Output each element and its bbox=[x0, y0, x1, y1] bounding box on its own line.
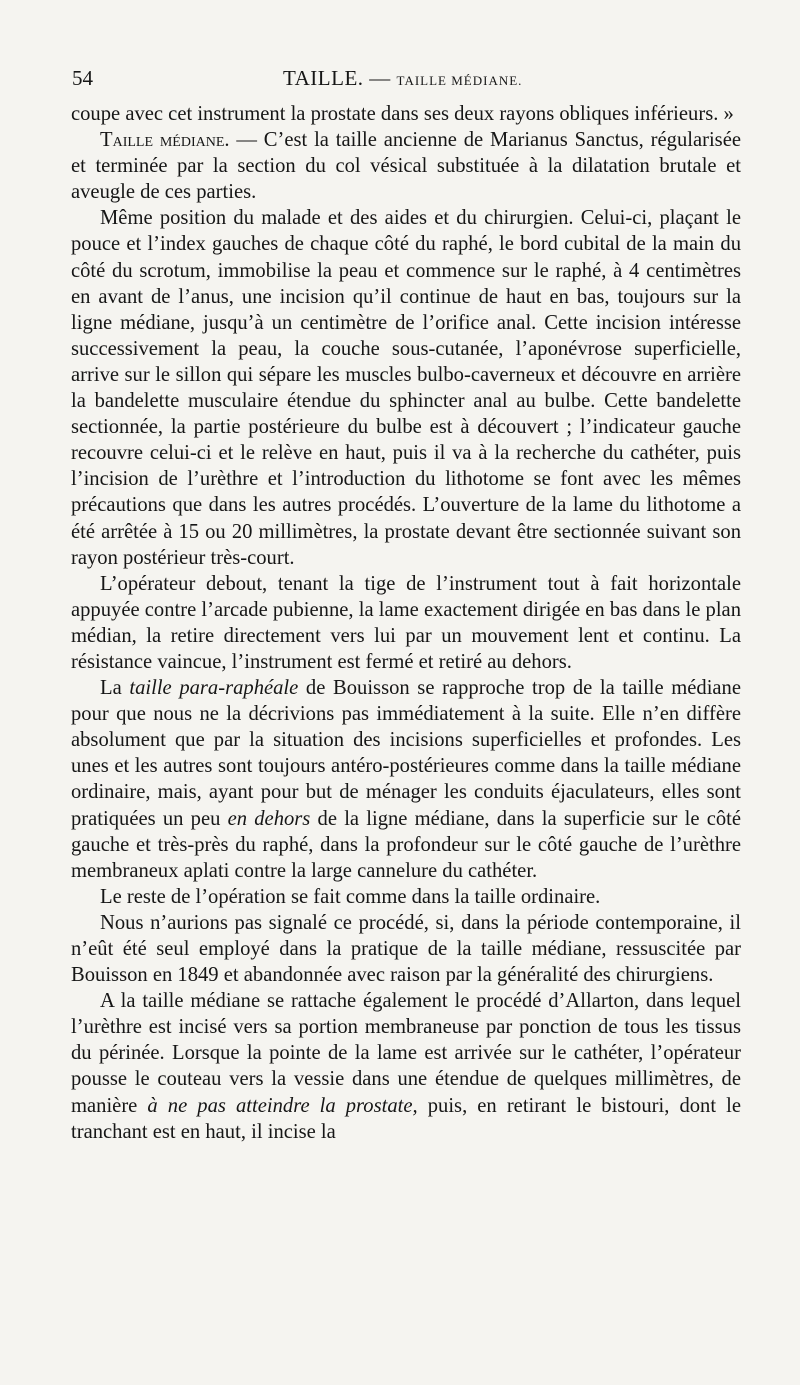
section-heading: Taille médiane. bbox=[100, 129, 230, 152]
paragraph-text: — C’est la taille ancienne de Marianus Sanctus, régularisée et terminée par la section du col vésical substituée à la dilatation brutale et aveugle de ces parties. bbox=[71, 129, 741, 204]
emphasis: à ne pas atteindre la prostate, bbox=[147, 1094, 418, 1117]
running-head-main: TAILLE. — bbox=[283, 66, 391, 90]
page-number: 54 bbox=[72, 66, 93, 90]
running-head-sub: TAILLE MÉDIANE. bbox=[396, 73, 523, 88]
page-header bbox=[70, 66, 740, 96]
emphasis: en dehors bbox=[227, 807, 311, 830]
paragraph-text: La bbox=[100, 677, 130, 700]
paragraph-bouisson: Nous n’aurions pas signalé ce procédé, si, dans la période contemporaine, il n’eût été seul employé dans la pratique de la taille médiane, ressuscitée par Bouisson en 1849 et abandonnée avec raison par la généralité des chirurgiens. bbox=[71, 911, 741, 987]
paragraph-text: A la taille médiane se rattache également le procédé d’Allarton, dans lequel l’urèthre est incisé vers sa portion membraneuse par ponction de tous les tissus du périnée. Lorsque la pointe de la lame est arrivée sur le cathéter, l’opérateur pousse le couteau vers la vessie dans une étendue de quelques millimètres, de manière bbox=[71, 990, 741, 1117]
paragraph-reste: Le reste de l’opération se fait comme dans la taille ordinaire. bbox=[100, 885, 601, 908]
paragraph-operator: L’opérateur debout, tenant la tige de l’instrument tout à fait horizontale appuyée contre l’arcade pubienne, la lame exactement dirigée en bas dans le plan médian, la retire directement vers lui par un mouvement lent et continu. La résistance vaincue, l’instrument est fermé et retiré au dehors. bbox=[71, 572, 741, 673]
paragraph-text: puis, en retirant le bistouri, dont le tranchant est en haut, il incise la bbox=[71, 1094, 742, 1143]
paragraph-text: de la ligne médiane, dans la superficie sur le côté gauche et très-près du raphé, dans la profondeur sur le côté gauche de l’urèthre membraneux aplati contre la large cannelure du cathéter. bbox=[71, 807, 741, 882]
emphasis: taille para-raphéale bbox=[129, 677, 299, 700]
paragraph-procedure: Même position du malade et des aides et du chirurgien. Celui-ci, plaçant le pouce et l’index gauches de chaque côté du raphé, le bord cubital de la main du côté du scrotum, immobilise la peau et commence sur le raphé, à 4 centimètres en avant de l’anus, une incision qu’il continue de haut en bas, toujours sur la ligne médiane, jusqu’à un centimètre de l’orifice anal. Cette incision intéresse successivement la peau, la couche sous-cutanée, l’aponévrose superficielle, arrive sur le sillon qui sépare les muscles bulbo-caverneux et découvre en arrière la bandelette musculaire étendue du sphincter anal au bulbe. Cette bandelette sectionnée, la partie postérieure du bulbe est à découvert ; l’indicateur gauche recouvre celui-ci et le relève en haut, puis il va à la recherche du cathéter, puis l’incision de l’urèthre et l’introduction du lithotome se font avec les mêmes précautions que dans les autres procédés. L’ouverture de la lame du lithotome a été arrêtée à 15 ou 20 millimètres, la prostate devant être sectionnée suivant son rayon postérieur très-court. bbox=[71, 207, 741, 569]
paragraph-text: de Bouisson se rapproche trop de la taille médiane pour que nous ne la décrivions pas immédiatement à la suite. Elle n’en diffère absolument que par la situation des incisions superficielles et profondes. Les unes et les autres sont toujours antéro-postérieures comme dans la taille médiane ordinaire, mais, ayant pour but de ménager les conduits éjaculateurs, elles sont pratiquées un peu bbox=[71, 677, 741, 830]
paragraph-allarton bbox=[71, 988, 741, 1145]
running-head bbox=[283, 66, 522, 91]
body-text bbox=[71, 101, 741, 1145]
paragraph-taille-mediane bbox=[71, 127, 741, 205]
paragraph-para-rapheale bbox=[71, 675, 741, 884]
paragraph-continuation: coupe avec cet instrument la prostate dans ses deux rayons obliques inférieurs. » bbox=[71, 103, 734, 125]
